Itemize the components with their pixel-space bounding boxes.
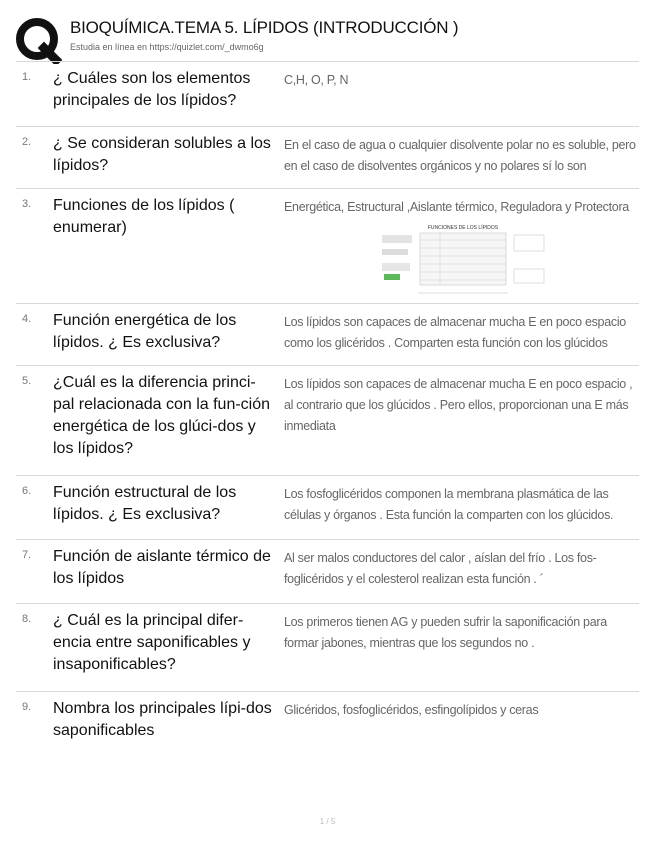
card-number: 2. (22, 136, 32, 148)
card-answer: Los fosfoglicéridos componen la membrana plasmática de las células y órganos . Esta función la comparten con los glúcidos. (284, 487, 614, 522)
card-row-8 (16, 604, 639, 692)
card-row-6 (16, 476, 639, 540)
card-question: Función de aislante térmico de los lípidos (53, 548, 271, 587)
card-answer: Glicéridos, fosfoglicéridos, esfingolípidos y ceras (284, 703, 539, 717)
card-answer: En el caso de agua o cualquier disolvente polar no es soluble, pero en el caso de disolventes orgánicos y no polares sí lo son (284, 138, 636, 173)
card-question: Función estructural de los lípidos. ¿ Es exclusiva? (53, 484, 237, 523)
card-number: 3. (22, 198, 32, 210)
card-number: 9. (22, 701, 32, 713)
card-number: 5. (22, 375, 32, 387)
card-row-3 (16, 189, 639, 304)
card-number: 1. (22, 71, 32, 83)
card-answer: Los primeros tienen AG y pueden sufrir la saponificación para formar jabones, mientras que los segundos no . (284, 615, 607, 650)
card-question: Función energética de los lípidos. ¿ Es exclusiva? (53, 312, 237, 351)
card-row-5 (16, 366, 639, 476)
card-row-1 (16, 62, 639, 127)
card-number: 4. (22, 313, 32, 325)
card-answer: Los lípidos son capaces de almacenar mucha E en poco espacio , al contrario que los glúcidos . Pero ellos, proporcionan una E más inmediata (284, 377, 633, 433)
card-number: 7. (22, 549, 32, 561)
page-number: 1 / 5 (319, 817, 336, 826)
card-row-2 (16, 127, 639, 189)
page-title: BIOQUÍMICA.TEMA 5. LÍPIDOS (INTRODUCCIÓN ) (70, 18, 459, 37)
quizlet-logo-icon (16, 18, 62, 64)
card-row-7 (16, 540, 639, 604)
card-question: ¿ Se consideran solubles a los lípidos? (53, 135, 271, 174)
card-question: ¿ Cuáles son los elementos principales de los lípidos? (53, 70, 251, 109)
page-header (16, 14, 641, 60)
page-subtitle: Estudia en línea en https://quizlet.com/_dwmo6g (70, 42, 264, 52)
card-question: ¿Cuál es la diferencia princi-pal relacionada con la fun-ción energética de los glúci-dos y los lípidos? (53, 374, 271, 457)
card-question: ¿ Cuál es la principal difer-encia entre saponificables y insaponificables? (53, 612, 251, 673)
diagram-title: FUNCIONES DE LOS LÍPIDOS (427, 225, 499, 231)
card-answer: Al ser malos conductores del calor , aíslan del frío . Los fos-foglicéridos y el colesterol realizan esta función . ´ (284, 551, 597, 586)
card-answer: Energética, Estructural ,Aislante térmico, Reguladora y Protectora (284, 200, 629, 214)
card-row-4 (16, 304, 639, 366)
card-answer: C,H, O, P, N (284, 73, 349, 87)
lipid-functions-diagram (378, 223, 548, 299)
card-number: 6. (22, 485, 32, 497)
card-answer: Los lípidos son capaces de almacenar mucha E en poco espacio como los glicéridos . Comparten esta función con los glúcidos (284, 315, 626, 350)
card-number: 8. (22, 613, 32, 625)
card-question: Funciones de los lípidos ( enumerar) (53, 197, 235, 236)
card-row-9 (16, 692, 639, 752)
card-question: Nombra los principales lípi-dos saponificables (53, 700, 272, 739)
